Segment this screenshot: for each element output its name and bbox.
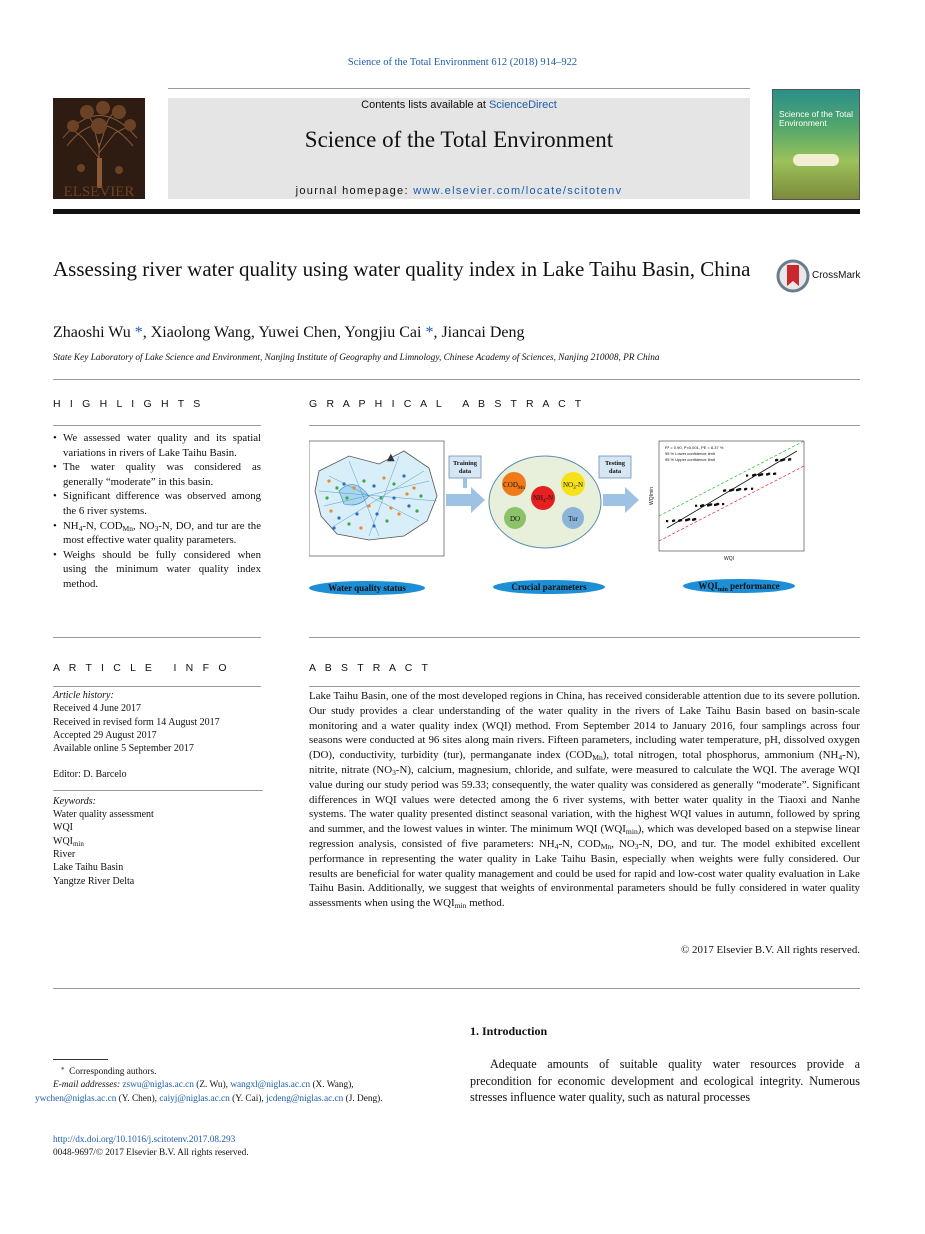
author-name: Xiaolong Wang [150,324,251,341]
scatter-point [751,488,753,490]
history-item: Available online 5 September 2017 [53,743,194,755]
doi-block [53,1134,353,1160]
email-link[interactable]: zswu@niglas.ac.cn [122,1080,194,1091]
map-site [329,509,332,512]
divider [309,686,860,687]
map-site [389,506,392,509]
scatter-point [774,473,776,475]
highlight-item: • Significant difference was observed among the 6 river systems. [53,489,261,518]
map-site [392,482,395,485]
scatter-point [776,459,778,461]
map-site [352,486,355,489]
map-site [415,509,418,512]
abstract-heading: A B S T R A C T [309,662,432,674]
highlight-item: • We assessed water quality and its spatial variations in rivers of Lake Taihu Basin. [53,431,261,460]
divider [53,988,860,989]
training-label-line1: Training [452,460,478,467]
corresponding-note: * Corresponding authors. [61,1066,157,1077]
scatter-point [754,474,756,476]
divider [53,425,261,426]
keyword: $WQI_{min}$ [53,835,84,848]
author-name: Zhaoshi Wu [53,324,131,341]
plot-legend-r2: R² = 0.90, P<0.001, PE = 8.37 % [665,445,724,450]
map-site [372,484,375,487]
footnotes [35,1064,448,1106]
keywords-list [53,808,263,888]
map-site [362,479,365,482]
map-site [345,496,348,499]
affiliation: State Key Laboratory of Lake Science and Environment, Nanjing Institute of Geography and Limnology, Chinese Academy of Sciences, Nanjing 210008, PR China [53,353,660,363]
divider [309,637,860,638]
map-site [325,496,328,499]
scatter-point [717,503,719,505]
crossmark-button[interactable] [776,259,866,293]
training-label-line2: data [458,468,472,475]
header-thick-rule [53,209,860,214]
journal-cover[interactable] [772,89,860,200]
scatter-point [694,518,696,520]
cover-title: Science of the Total Environment [779,109,854,128]
history-item: Accepted 29 August 2017 [53,729,157,741]
wqi-scatter-plot [649,441,804,562]
crossmark-icon [776,259,810,293]
divider [309,425,860,426]
top-rule [168,88,750,89]
map-site [379,496,382,499]
map-site [402,474,405,477]
testing-data-box [599,456,631,478]
map-site [359,526,362,529]
email-link[interactable]: caiyj@niglas.ac.cn [159,1093,230,1104]
email-addresses: E-mail addresses: zswu@niglas.ac.cn (Z. Wu), wangxl@niglas.ac.cn (X. Wang), ywchen@niglas.ac.cn (Y. Chen), caiyj@niglas.ac.cn (Y. Cai), jcdeng@niglas.ac.cn (J. Deng). [35,1080,383,1104]
scatter-point [680,519,682,521]
scatter-point [688,518,690,520]
contents-prefix: Contents lists available at [361,99,489,111]
keyword: Lake Taihu Basin [53,862,124,874]
map-site [335,486,338,489]
map-site [355,512,358,515]
label-water-quality-status [309,581,425,595]
email-label: E-mail addresses: [53,1080,123,1091]
highlight-item: • The water quality was considered as generally “moderate” in this basin. [53,460,261,489]
footnote-rule [53,1059,108,1060]
param-codmn: $COD_{Mn}$ [503,481,525,491]
arrow-right-icon [446,487,485,513]
label-water-quality-status-text: Water quality status [328,583,406,593]
author-list: Zhaoshi Wu *, Xiaolong Wang, Yuwei Chen, Yongjiu Cai *, Jiancai Deng [53,324,525,341]
crucial-parameters-diagram [489,456,601,548]
map-site [392,496,395,499]
publisher-wordmark: ELSEVIER [63,184,135,199]
email-link[interactable]: wangxl@niglas.ac.cn [230,1080,311,1091]
article-info-heading: A R T I C L E I N F O [53,662,230,674]
journal-citation[interactable]: Science of the Total Environment 612 (2018) 914–922 [347,57,578,68]
keyword: Yangtze River Delta [53,875,135,887]
testing-label-line1: Testing [605,460,625,467]
highlights-list [53,431,261,592]
divider [53,637,261,638]
scatter-point [783,458,785,460]
doi-link[interactable]: http://dx.doi.org/10.1016/j.scitotenv.2017.08.293 [53,1135,236,1145]
map-site [332,526,335,529]
scatter-point [768,473,770,475]
graphical-abstract-heading: G R A P H I C A L A B S T R A C T [309,398,585,410]
map-site [347,522,350,525]
param-nh4n: $NH_4-N$ [532,494,554,504]
map-site [382,476,385,479]
scatter-point [724,489,726,491]
editor: Editor: D. Barcelo [53,769,127,781]
divider [53,790,263,791]
corresponding-author-mark[interactable]: * [130,324,143,341]
issn-line: 0048-9697/© 2017 Elsevier B.V. All rights reserved. [53,1148,249,1158]
history-item: Received in revised form 14 August 2017 [53,716,220,728]
basin-map [309,441,444,556]
map-site [372,524,375,527]
testing-label-line2: data [608,468,622,475]
history-label: Article history: [53,690,114,701]
plot-xlabel: WQI [724,556,734,562]
introduction-body: Adequate amounts of suitable quality water resources provide a precondition for economic development and ecological integrity. Numerous stresses influence water quality, such as natural processes [470,1057,860,1104]
corresponding-author-mark[interactable]: * [421,324,434,341]
map-site [407,504,410,507]
north-arrow-icon: ▲ [387,452,395,463]
divider [53,379,860,380]
map-site [337,516,340,519]
email-link[interactable]: jcdeng@niglas.ac.cn [266,1093,344,1104]
email-link[interactable]: ywchen@niglas.ac.cn [35,1093,117,1104]
map-site [327,479,330,482]
cover-badge [793,154,839,166]
highlight-item: • $NH_4-N$, $COD_{Mn}$, $NO_3-N$, DO, and tur are the most effective water quality parameters. [53,519,261,548]
introduction-heading: 1. Introduction [470,1024,548,1038]
highlight-item: • Weighs should be fully considered when using the minimum water quality index method. [53,548,261,592]
scatter-point [789,458,791,460]
map-site [405,492,408,495]
journal-title: Science of the Total Environment [304,127,614,152]
label-crucial-parameters-text: Crucial parameters [511,582,587,592]
keywords-label: Keywords: [53,795,96,807]
scatter-point [666,520,668,522]
abstract-body: Lake Taihu Basin, one of the most developed regions in China, has received considerable attention due to its severe pollution. Our study provides a clear understanding of the water quality in the rivers of Lake Taihu Basin based on basin-scale monitoring and a water quality index (WQI) method. From September 2014 to January 2016, four samplings across four seasons were conducted at 96 sites along main rivers. Fifteen parameters, including water temperature, pH, dissolved oxygen (DO), conductivity, turbidity (tur), permanganate index $(COD_{Mn})$, total nitrogen, total phosphorus, ammonium $(NH_4-N)$, nitrite, nitrate $(NO_3-N)$, calcium, magnesium, chloride, and sulfate, were measured to calculate the WQI. The average WQI value during our study period was 59.33; consequently, the water quality was considered as generally “moderate”. Significant differences in WQI values were detected among the 6 river systems, with better water quality in the Tiaoxi and Nanhe systems. The water quality presented distinct seasonal variation, with the highest WQI values in autumn, followed by spring and summer, and the lowest values in winter. The minimum WQI $(WQI_{min})$, which was developed based on a stepwise linear regression analysis, consisted of five parameters: $NH_4-N$, $COD_{Mn}$, $NO_3-N$, DO, and tur. The model exhibited excellent performance in representing the water quality in Lake Taihu Basin, especially when weights were fully considered. Our results are beneficial for water quality management and could be used for rapid and low-cost water quality evaluation in Lake Taihu Basin. Additionally, we suggest that weights of environmental parameters should be fully considered in water quality assessments when using the $WQI_{min}$ method. [309,690,860,911]
corresponding-text: Corresponding authors. [69,1067,157,1077]
param-do: DO [509,515,521,523]
label-wqimin-performance-text: $WQI_{min}$ performance [698,581,780,593]
homepage-line [168,185,750,197]
map-site [342,482,345,485]
paper-title: Assessing river water quality using water quality index in Lake Taihu Basin, China [53,257,751,281]
keyword: River [53,848,76,860]
scatter-point [739,488,741,490]
history-item: Received 4 June 2017 [53,703,142,715]
contents-line [168,99,750,111]
map-site [419,494,422,497]
scatter-point [695,505,697,507]
map-site [397,512,400,515]
article-info [53,689,263,888]
map-site [385,519,388,522]
crossmark-label: CrossMark [812,270,861,281]
homepage-prefix: journal homepage: [295,185,414,197]
scatter-point [673,520,675,522]
scatter-point [702,504,704,506]
map-site [367,504,370,507]
sciencedirect-link[interactable]: ScienceDirect [488,99,557,111]
author-name: Yuwei Chen [258,324,337,341]
training-data-box [449,456,481,488]
scatter-point [722,503,724,505]
author-name: Yongjiu Cai [344,324,422,341]
homepage-link[interactable]: www.elsevier.com/locate/scitotenv [413,185,623,197]
keyword: Water quality assessment [53,809,154,821]
plot-legend-upper: 95 % Upper confidence limit [665,457,715,462]
param-no3n: $NO_3-N$ [562,481,584,491]
plot-legend-lower: 95 % Lower confidence limit [665,451,715,456]
param-tur: Tur [568,515,578,523]
scatter-point [732,489,734,491]
divider [53,686,261,687]
plot-ylabel: WQImin [649,486,655,506]
elsevier-logo [53,98,145,199]
keyword: WQI [53,822,73,834]
article-history [53,702,263,755]
label-crucial-parameters [493,580,605,594]
graphical-abstract-figure [309,436,809,598]
map-site [412,486,415,489]
scatter-point [745,488,747,490]
scatter-point [710,503,712,505]
abstract-copyright: © 2017 Elsevier B.V. All rights reserved. [681,944,860,956]
map-site [375,512,378,515]
arrow-right-icon [603,487,639,513]
highlights-heading: H I G H L I G H T S [53,398,204,410]
scatter-point [746,475,748,477]
scatter-point [761,473,763,475]
author-name: Jiancai Deng [441,324,525,341]
label-wqimin-performance [683,579,795,593]
